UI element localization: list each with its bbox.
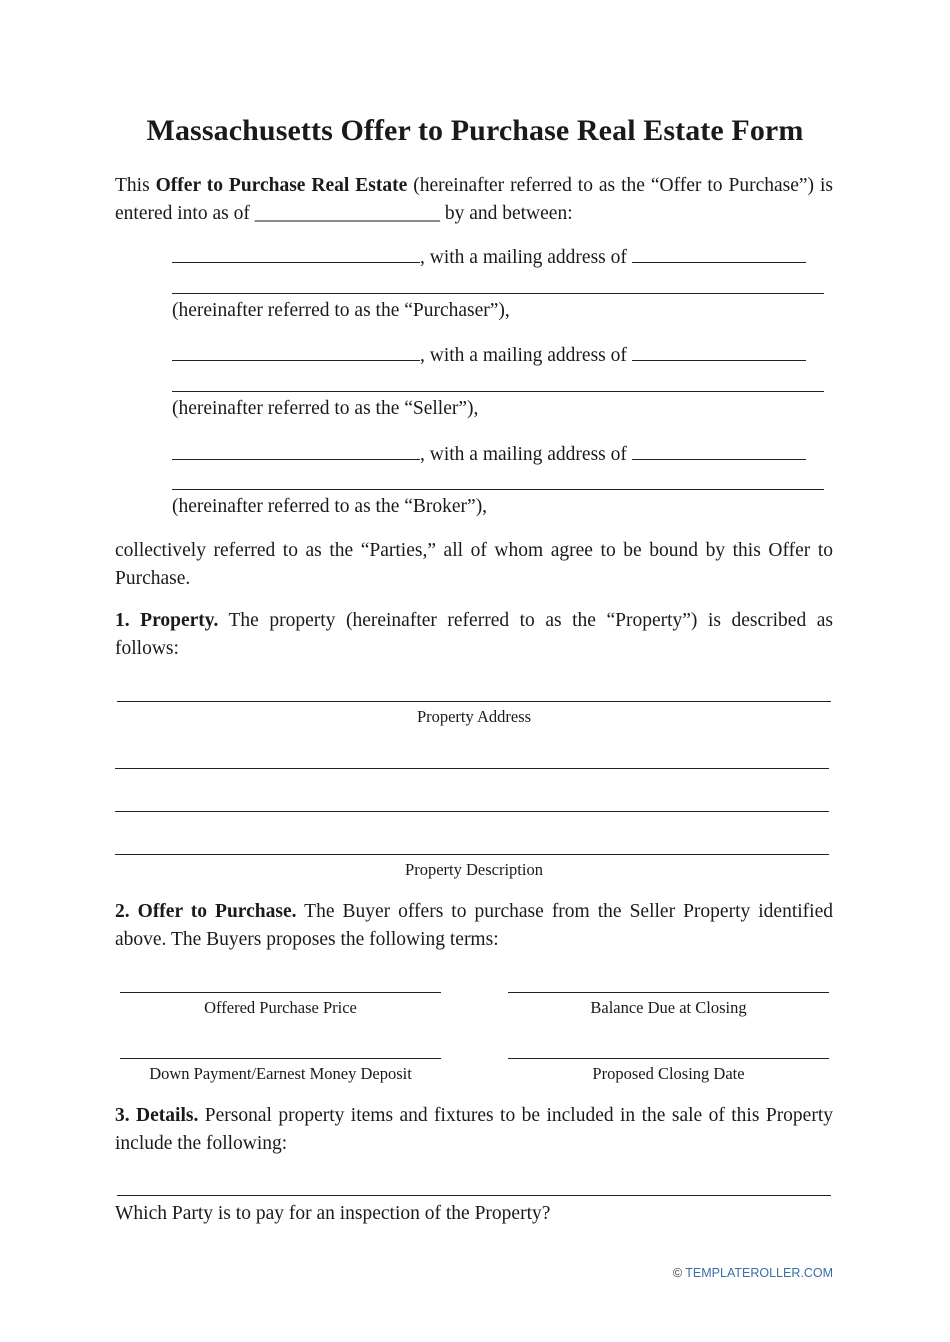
- section-3-heading: 3. Details.: [115, 1105, 199, 1126]
- intro-paragraph: [115, 172, 833, 227]
- intro-rest: (hereinafter referred to as the “Offer to Purchase”) is entered into as of: [115, 175, 833, 224]
- section-1-heading: 1. Property.: [115, 610, 219, 631]
- intro-bold-term: Offer to Purchase Real Estate: [155, 175, 408, 196]
- property-description-field-1[interactable]: [115, 768, 829, 769]
- footer-credit: [673, 1266, 833, 1280]
- fixtures-field[interactable]: [117, 1195, 831, 1196]
- section-1-paragraph: [115, 607, 833, 662]
- closing-date-field[interactable]: [508, 1058, 829, 1059]
- broker-role: (hereinafter referred to as the “Broker”),: [172, 496, 488, 517]
- document-title: Massachusetts Offer to Purchase Real Estate Form: [146, 114, 804, 147]
- closing-date-caption: Proposed Closing Date: [592, 1064, 745, 1083]
- broker-name-field[interactable]: [172, 439, 420, 460]
- broker-address-field[interactable]: [632, 439, 806, 460]
- balance-due-caption: Balance Due at Closing: [590, 998, 747, 1017]
- effective-date-blank[interactable]: ___________________: [254, 202, 440, 224]
- purchaser-address-line2[interactable]: [172, 293, 824, 294]
- broker-line: [172, 439, 806, 469]
- section-2-text: The Buyer offers to purchase from the Seller Property identified above. The Buyers proposes the following terms:: [115, 901, 833, 950]
- purchaser-role: (hereinafter referred to as the “Purchaser”),: [172, 300, 510, 321]
- seller-name-field[interactable]: [172, 340, 420, 361]
- seller-line: [172, 340, 806, 370]
- seller-address-line2[interactable]: [172, 391, 824, 392]
- offered-price-caption: Offered Purchase Price: [204, 998, 357, 1017]
- seller-mailing-label: , with a mailing address of: [420, 345, 632, 366]
- seller-address-field[interactable]: [632, 340, 806, 361]
- property-address-field[interactable]: [117, 701, 831, 702]
- copyright-symbol: ©: [672, 1266, 683, 1280]
- broker-mailing-label: , with a mailing address of: [420, 444, 632, 465]
- property-description-caption: Property Description: [405, 860, 543, 879]
- intro-end: by and between:: [439, 202, 573, 224]
- down-payment-field[interactable]: [120, 1058, 441, 1059]
- purchaser-line: [172, 242, 806, 272]
- down-payment-caption: Down Payment/Earnest Money Deposit: [149, 1064, 412, 1083]
- offered-price-field[interactable]: [120, 992, 441, 993]
- property-address-caption: Property Address: [416, 707, 532, 726]
- purchaser-address-field[interactable]: [632, 242, 806, 263]
- section-3-paragraph: [115, 1102, 833, 1157]
- section-1-text: The property (hereinafter referred to as the “Property”) is described as follows:: [115, 610, 833, 659]
- intro-lead: This: [115, 175, 156, 196]
- section-2-heading: 2. Offer to Purchase.: [115, 901, 297, 922]
- inspection-question: Which Party is to pay for an inspection of the Property?: [115, 1203, 551, 1224]
- seller-role: (hereinafter referred to as the “Seller”),: [172, 398, 479, 419]
- section-3-text: Personal property items and fixtures to be included in the sale of this Property include the following:: [115, 1105, 834, 1154]
- collectively-paragraph: collectively referred to as the “Parties,” all of whom agree to be bound by this Offer to Purchase.: [115, 540, 833, 589]
- section-2-paragraph: [115, 898, 833, 953]
- purchaser-name-field[interactable]: [172, 242, 420, 263]
- footer-site-link[interactable]: TEMPLATEROLLER.COM: [685, 1266, 833, 1280]
- property-description-field-2[interactable]: [115, 811, 829, 812]
- broker-address-line2[interactable]: [172, 489, 824, 490]
- purchaser-mailing-label: , with a mailing address of: [420, 247, 632, 268]
- property-description-field-3[interactable]: [115, 854, 829, 855]
- balance-due-field[interactable]: [508, 992, 829, 993]
